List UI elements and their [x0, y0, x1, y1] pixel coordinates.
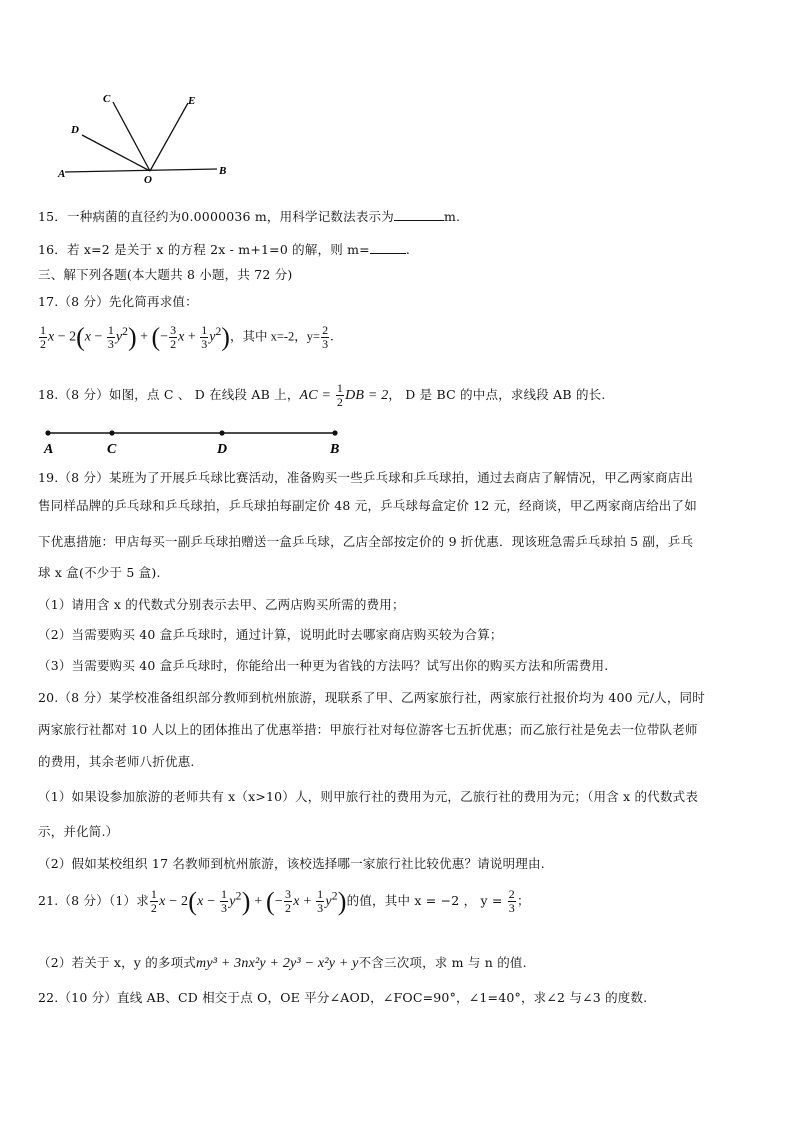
q15-text: 15．一种病菌的直径约为0.0000036 m，用科学记数法表示为: [38, 209, 394, 224]
q20-line-1: 20.（8 分）某学校准备组织部分教师到杭州旅游，现联系了甲、乙两家旅行社，两家旅行社报价均为 400 元/人，同时: [38, 690, 705, 705]
question-16: [38, 240, 410, 258]
q19-sub-2: （2）当需要购买 40 盒乒乓球时，通过计算，说明此时去哪家商店购买较为合算；: [38, 627, 503, 642]
q17-tail: ，其中 x=-2，y=: [229, 329, 321, 344]
q17-y-den: 3: [322, 337, 329, 351]
q18-half-num: 1: [336, 381, 344, 395]
q19-line-1: 19.（8 分）某班为了开展乒乓球比赛活动，准备购买一些乒乓球和乒乓球拍，通过去商店了解情况，甲乙两家商店出: [38, 470, 694, 485]
q15-suffix: m.: [443, 209, 461, 224]
q21-end: ；: [516, 893, 530, 908]
q21-head: 21.（8 分）（1）求: [38, 893, 149, 908]
seg-label-c: C: [107, 442, 117, 457]
q16-blank: [370, 241, 406, 254]
q19-sub-3: （3）当需要购买 40 盒乒乓球时，你能给出一种更为省钱的方法吗？试写出你的购买方法和所需费用.: [38, 658, 609, 673]
q20-line-3: 的费用，其余老师八折优惠.: [38, 754, 195, 769]
q20-sub-2: （2）假如某校组织 17 名教师到杭州旅游，该校选择哪一家旅行社比较优惠？请说明理由.: [38, 856, 545, 871]
point-d: [219, 430, 224, 435]
ray-oe: [150, 103, 188, 171]
q20-line-2: 两家旅行社都对 10 人以上的团体推出了优惠举措：甲旅行社对每位游客七五折优惠；而乙旅行社是免去一位带队老师: [38, 722, 698, 737]
line-ab: [65, 169, 217, 172]
q16-suffix: .: [405, 242, 411, 257]
q21-y-den: 3: [508, 901, 515, 915]
label-c: C: [103, 93, 111, 105]
q19-line-2: 售同样品牌的乒乓球和乒乓球拍，乒乓球拍每副定价 48 元，乒乓球每盒定价 12 元，经商谈，甲乙两家商店给出了如: [38, 498, 697, 513]
q20-sub-1a: （1）如果设参加旅游的老师共有 x（x>10）人，则甲旅行社的费用为元，乙旅行社的费用为元；（用含 x 的代数式表: [38, 789, 699, 804]
question-22: 22.（10 分）直线 AB、CD 相交于点 O，OE 平分∠AOD，∠FOC=90°，∠1=40°，求∠2 与∠3 的度数.: [38, 990, 648, 1005]
q16-text: 16．若 x=2 是关于 x 的方程 2x - m+1=0 的解，则 m=: [38, 242, 370, 257]
question-18: [38, 382, 606, 409]
q21-sub2-a: （2）若关于 x，y 的多项式: [38, 955, 197, 970]
q18-eq: AC =: [299, 388, 335, 403]
q19-sub-1: （1）请用含 x 的代数式分别表示去甲、乙两店购买所需的费用；: [38, 597, 405, 612]
q21-sub2-b: 不含三次项，求 m 与 n 的值.: [358, 955, 527, 970]
q19-line-3: 下优惠措施：甲店每买一副乒乓球拍赠送一盒乒乓球，乙店全部按定价的 9 折优惠．现该班急需乒乓球拍 5 副，乒乓: [38, 534, 694, 549]
segment-figure: [40, 425, 350, 460]
q21-tail: 的值，其中 x = −2 ， y =: [346, 893, 507, 908]
q18-text-b: ， D 是 BC 的中点，求线段 AB 的长.: [388, 387, 606, 402]
q20-sub-1b: 示，并化简.）: [38, 824, 119, 839]
q18-eq2: DB = 2: [345, 388, 389, 403]
q15-blank: [394, 208, 444, 221]
label-d: D: [71, 124, 79, 136]
section-three-heading: 三、解下列各题(本大题共 8 小题，共 72 分): [38, 267, 293, 282]
question-21-part-2: [38, 953, 527, 972]
q18-half-den: 2: [336, 395, 344, 409]
q17-expression: $\frac{1}{2}$ x − 2(x − $\frac{1}{3}$ $y^2$) + (− $\frac{3}{2}$ x + $\frac{1}{3}$ $y^2$)，其中 x=-2，y= $\frac{2}{3}$ .: [40, 322, 334, 352]
q18-text-a: 18.（8 分）如图，点 C 、 D 在线段 AB 上，: [38, 387, 300, 402]
question-15: [38, 207, 460, 225]
point-b: [332, 430, 337, 435]
seg-label-d: D: [217, 442, 228, 457]
seg-label-a: A: [44, 442, 54, 457]
angle-figure: [55, 90, 240, 190]
question-21-part-1: 21.（8 分）（1）求 $\frac{1}{2}$ x − 2(x − $\frac{1}{3}$ $y^2$) + (− $\frac{3}{2}$ x + $\frac{1}{3}$ $y^2$)的值，其中 x = −2 ， y = $\frac{2}{3}$ ；: [38, 886, 530, 916]
point-a: [45, 430, 50, 435]
q19-line-4: 球 x 盒(不少于 5 盒).: [38, 565, 161, 580]
label-a: A: [58, 168, 66, 180]
label-e: E: [188, 95, 196, 107]
q21-poly: my³ + 3nx²y + 2y³ − x²y + y: [196, 956, 359, 971]
label-o: O: [144, 174, 152, 186]
q21-y-num: 2: [508, 887, 515, 901]
q17-y-num: 2: [322, 323, 329, 337]
label-b: B: [219, 165, 227, 177]
seg-label-b: B: [330, 442, 340, 457]
point-c: [109, 430, 114, 435]
q17-head: 17.（8 分）先化简再求值：: [38, 294, 198, 309]
